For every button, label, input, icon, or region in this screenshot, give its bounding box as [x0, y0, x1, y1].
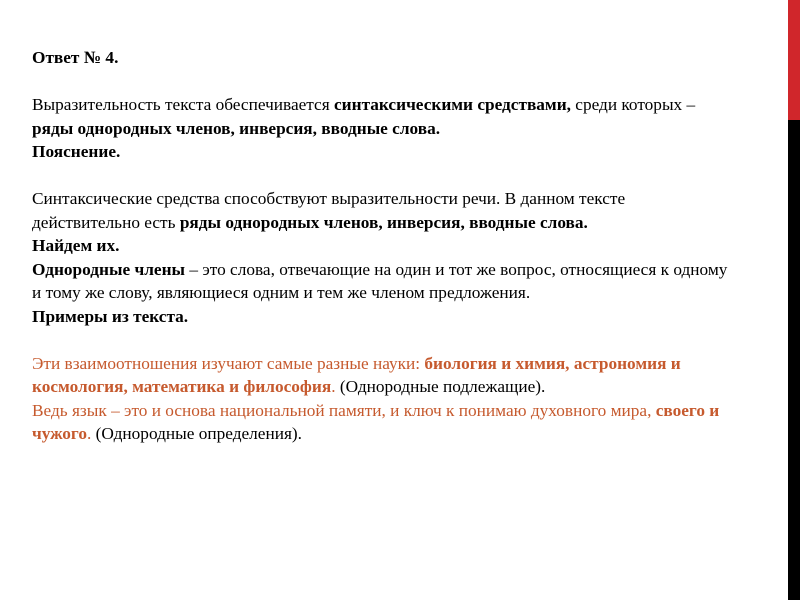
intro-text-2: среди которых – [570, 95, 696, 114]
syntax-text: Синтаксические средства способствуют выразительности речи. В данном тексте действительно есть [32, 189, 626, 232]
example2-bold: своего и чужого [32, 400, 720, 443]
decor-stripe-black [788, 120, 800, 600]
explanation-heading [32, 140, 732, 164]
example1-note: (Однородные подлежащие). [335, 377, 546, 396]
definition-term: Однородные члены [32, 259, 186, 279]
decor-stripe-red [788, 0, 800, 120]
example1-period: . [331, 377, 336, 396]
explanation-heading-text: Пояснение. [32, 142, 121, 161]
examples-heading [32, 305, 732, 329]
intro-bold-2: ряды однородных членов, инверсия, вводные слова. [32, 118, 441, 138]
syntax-bold: ряды однородных членов, инверсия, вводные слова. [179, 212, 588, 232]
example2-text: Ведь язык – это и основа национальной памяти, и ключ к понимаю духовного мира, [32, 400, 656, 420]
find-heading-text: Найдем их. [32, 236, 120, 255]
example2-period: . [86, 424, 92, 443]
definition-text: – это слова, отвечающие на один и тот же вопрос, относящиеся к одному и тому же слову, являющиеся одним и тем же членом предложения. [32, 259, 728, 302]
example-2 [32, 399, 732, 446]
intro-paragraph [32, 93, 732, 140]
find-heading [32, 234, 732, 258]
intro-text-1: Выразительность текста обеспечивается [32, 95, 334, 114]
definition-paragraph [32, 258, 732, 305]
example2-note: (Однородные определения). [91, 424, 302, 443]
example-1 [32, 352, 732, 399]
title-text: Ответ № 4. [32, 48, 119, 67]
intro-bold-1: синтаксическими средствами, [333, 95, 571, 114]
slide-content [32, 46, 732, 446]
example1-text: Эти взаимоотношения изучают самые разные науки: [32, 353, 425, 373]
example1-bold: биология и химия, астрономия и космология, математика и философия [32, 353, 681, 396]
examples-heading-text: Примеры из текста. [32, 306, 189, 326]
syntax-paragraph [32, 187, 732, 234]
slide-title [32, 46, 732, 70]
